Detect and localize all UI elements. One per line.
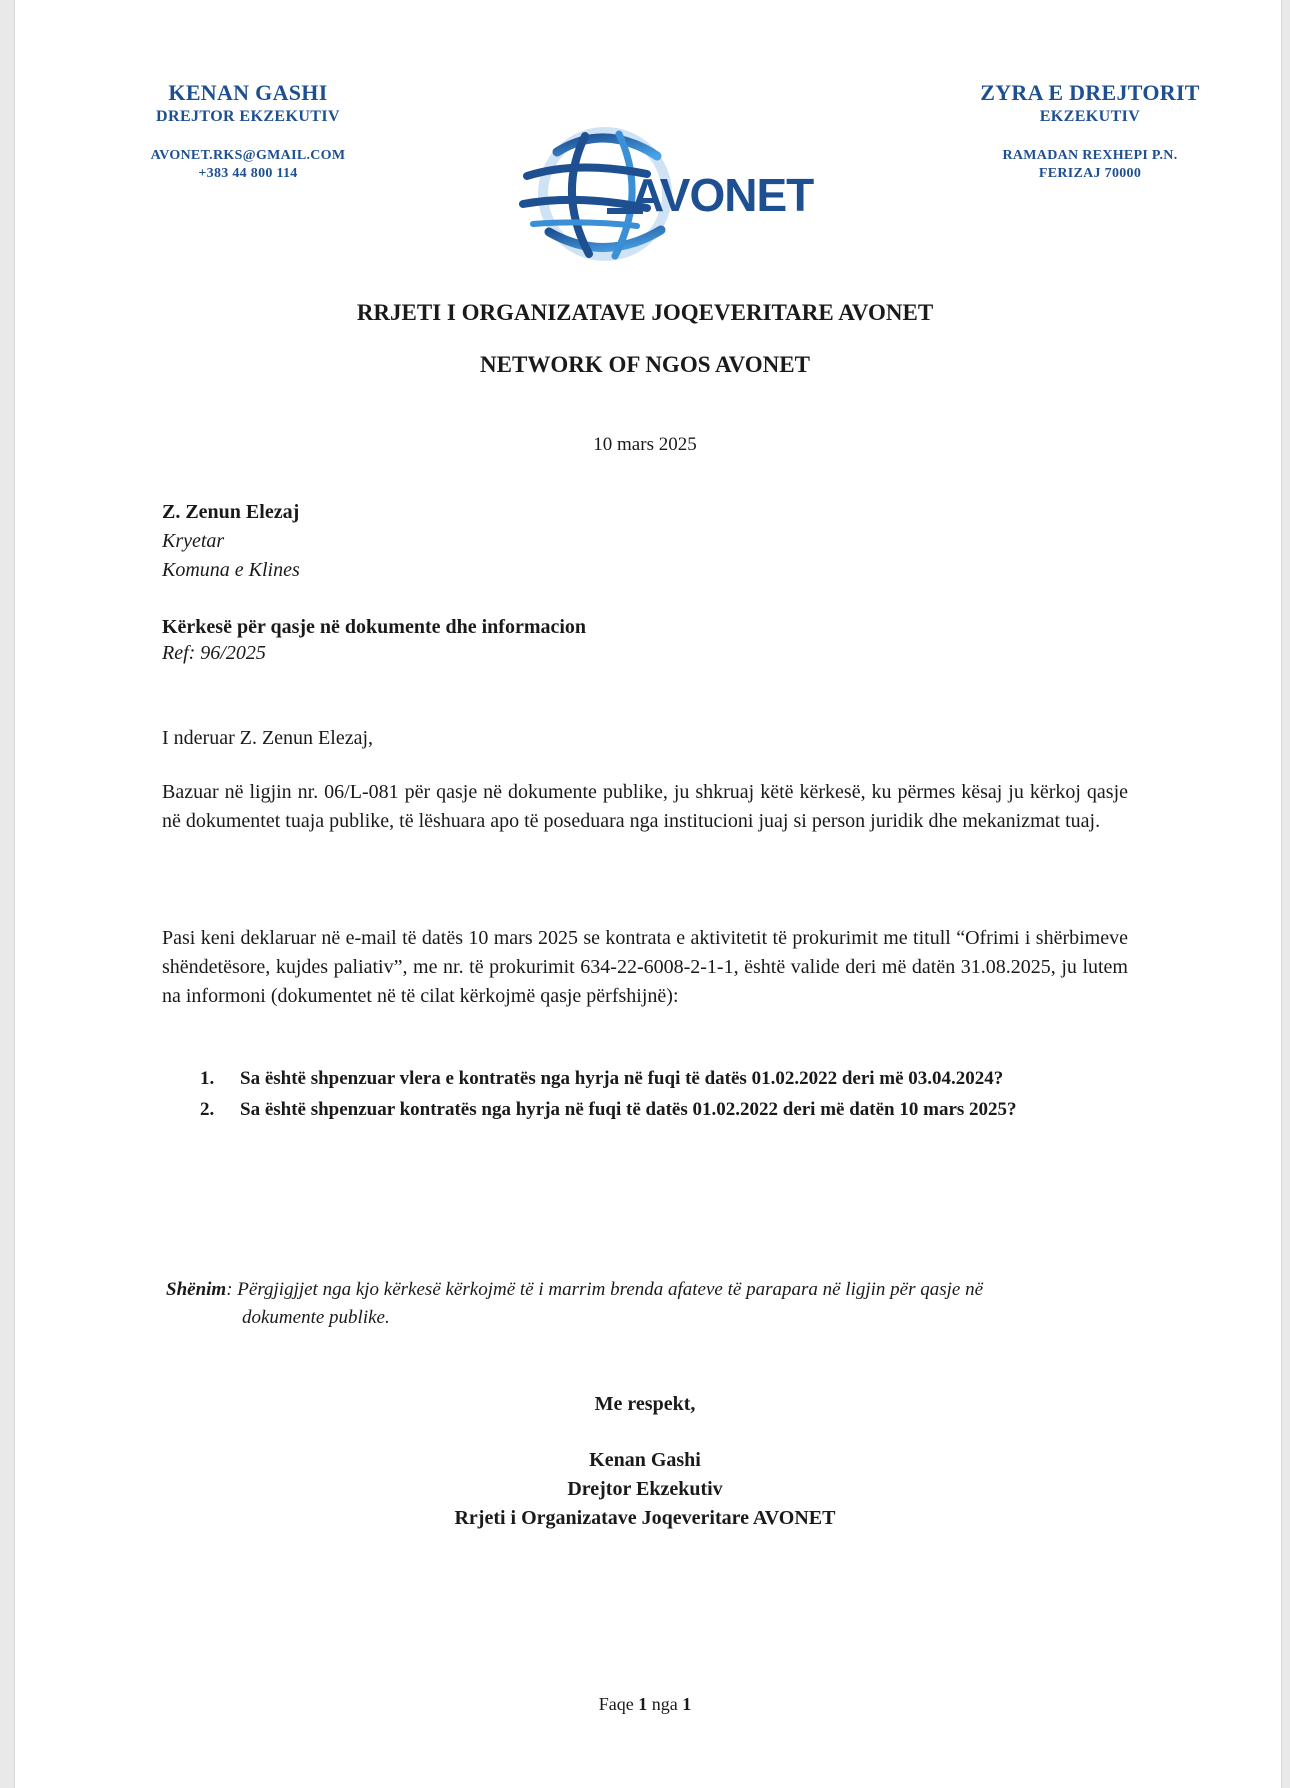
closing: Me respekt, bbox=[594, 1393, 696, 1415]
letter-date: 10 mars 2025 bbox=[593, 434, 697, 455]
subject-ref: Ref: 96/2025 bbox=[162, 642, 266, 664]
logo-text: AVONET bbox=[631, 169, 814, 221]
office-city: FERIZAJ 70000 bbox=[1038, 166, 1142, 181]
sender-title: DREJTOR EKZEKUTIV bbox=[156, 108, 340, 125]
letterhead-left bbox=[118, 80, 378, 182]
list-item-number: 1. bbox=[200, 1068, 215, 1089]
page-total: 1 bbox=[682, 1694, 692, 1714]
org-name-albanian: RRJETI I ORGANIZATAVE JOQEVERITARE AVONET bbox=[356, 300, 934, 325]
questions-list bbox=[200, 1064, 1118, 1126]
list-item-number: 2. bbox=[200, 1099, 215, 1120]
list-item bbox=[200, 1064, 1118, 1094]
note-text-continued: dokumente publike. bbox=[242, 1307, 390, 1328]
sender-phone: +383 44 800 114 bbox=[198, 166, 298, 181]
body-paragraph-1: Bazuar në ligjin nr. 06/L-081 për qasje në dokumente publike, ju shkruaj këtë kërkesë, ku përmes kësaj ju kërkoj qasje në dokumentet tuaja publike, të lëshuara apo të poseduara nga institucioni juaj si person juridik dhe mekanizmat tuaj. bbox=[162, 781, 1128, 832]
org-name-english: NETWORK OF NGOS AVONET bbox=[480, 352, 810, 377]
sender-email: AVONET.RKS@GMAIL.COM bbox=[150, 148, 346, 163]
signatory-org: Rrjeti i Organizatave Joqeveritare AVONET bbox=[454, 1507, 836, 1529]
recipient-block bbox=[162, 498, 1128, 585]
recipient-role: Kryetar bbox=[162, 530, 225, 552]
avonet-logo bbox=[497, 112, 817, 262]
body-paragraph-2: Pasi keni deklaruar në e-mail të datës 10 mars 2025 se kontrata e aktivitetit të prokurimit me titull “Ofrimi i shërbimeve shëndetësore, kujdes paliativ”, me nr. të prokurimit 634-22-6008-2-1-1, është valide deri më datën 31.08.2025, ju lutem na informoni (dokumentet në të cilat kërkojmë qasje përfshijnë): bbox=[162, 927, 1128, 1007]
page-number: 1 bbox=[638, 1694, 648, 1714]
list-item-text: Sa është shpenzuar kontratës nga hyrja në fuqi të datës 01.02.2022 deri më datën 10 mars 2025? bbox=[240, 1099, 1017, 1120]
note-text: : Përgjigjjet nga kjo kërkesë kërkojmë të i marrim brenda afateve të parapara në ligjin për qasje në bbox=[226, 1279, 984, 1300]
signatory-name: Kenan Gashi bbox=[589, 1449, 701, 1471]
footer-prefix: Faqe bbox=[598, 1694, 639, 1714]
subject-block bbox=[162, 614, 1128, 666]
note-block bbox=[166, 1276, 1128, 1332]
office-name: ZYRA E DREJTORIT bbox=[980, 80, 1200, 105]
recipient-name: Z. Zenun Elezaj bbox=[162, 501, 300, 523]
subject-title: Kërkesë për qasje në dokumente dhe informacion bbox=[162, 616, 587, 638]
note-label: Shënim bbox=[166, 1279, 227, 1300]
signatory-title: Drejtor Ekzekutiv bbox=[567, 1478, 723, 1500]
list-item bbox=[200, 1095, 1118, 1125]
list-item-text: Sa është shpenzuar vlera e kontratës nga hyrja në fuqi të datës 01.02.2022 deri më 03.04.2024? bbox=[240, 1068, 1004, 1089]
salutation: I nderuar Z. Zenun Elezaj, bbox=[162, 727, 374, 749]
footer-mid: nga bbox=[647, 1694, 683, 1714]
sender-name: KENAN GASHI bbox=[168, 80, 328, 105]
signature-block bbox=[0, 1446, 1290, 1533]
recipient-org: Komuna e Klines bbox=[162, 559, 300, 581]
page-footer bbox=[0, 1694, 1290, 1715]
office-name-2: EKZEKUTIV bbox=[1039, 108, 1141, 125]
office-address: RAMADAN REXHEPI P.N. bbox=[1002, 148, 1178, 163]
letterhead-right bbox=[960, 80, 1220, 182]
